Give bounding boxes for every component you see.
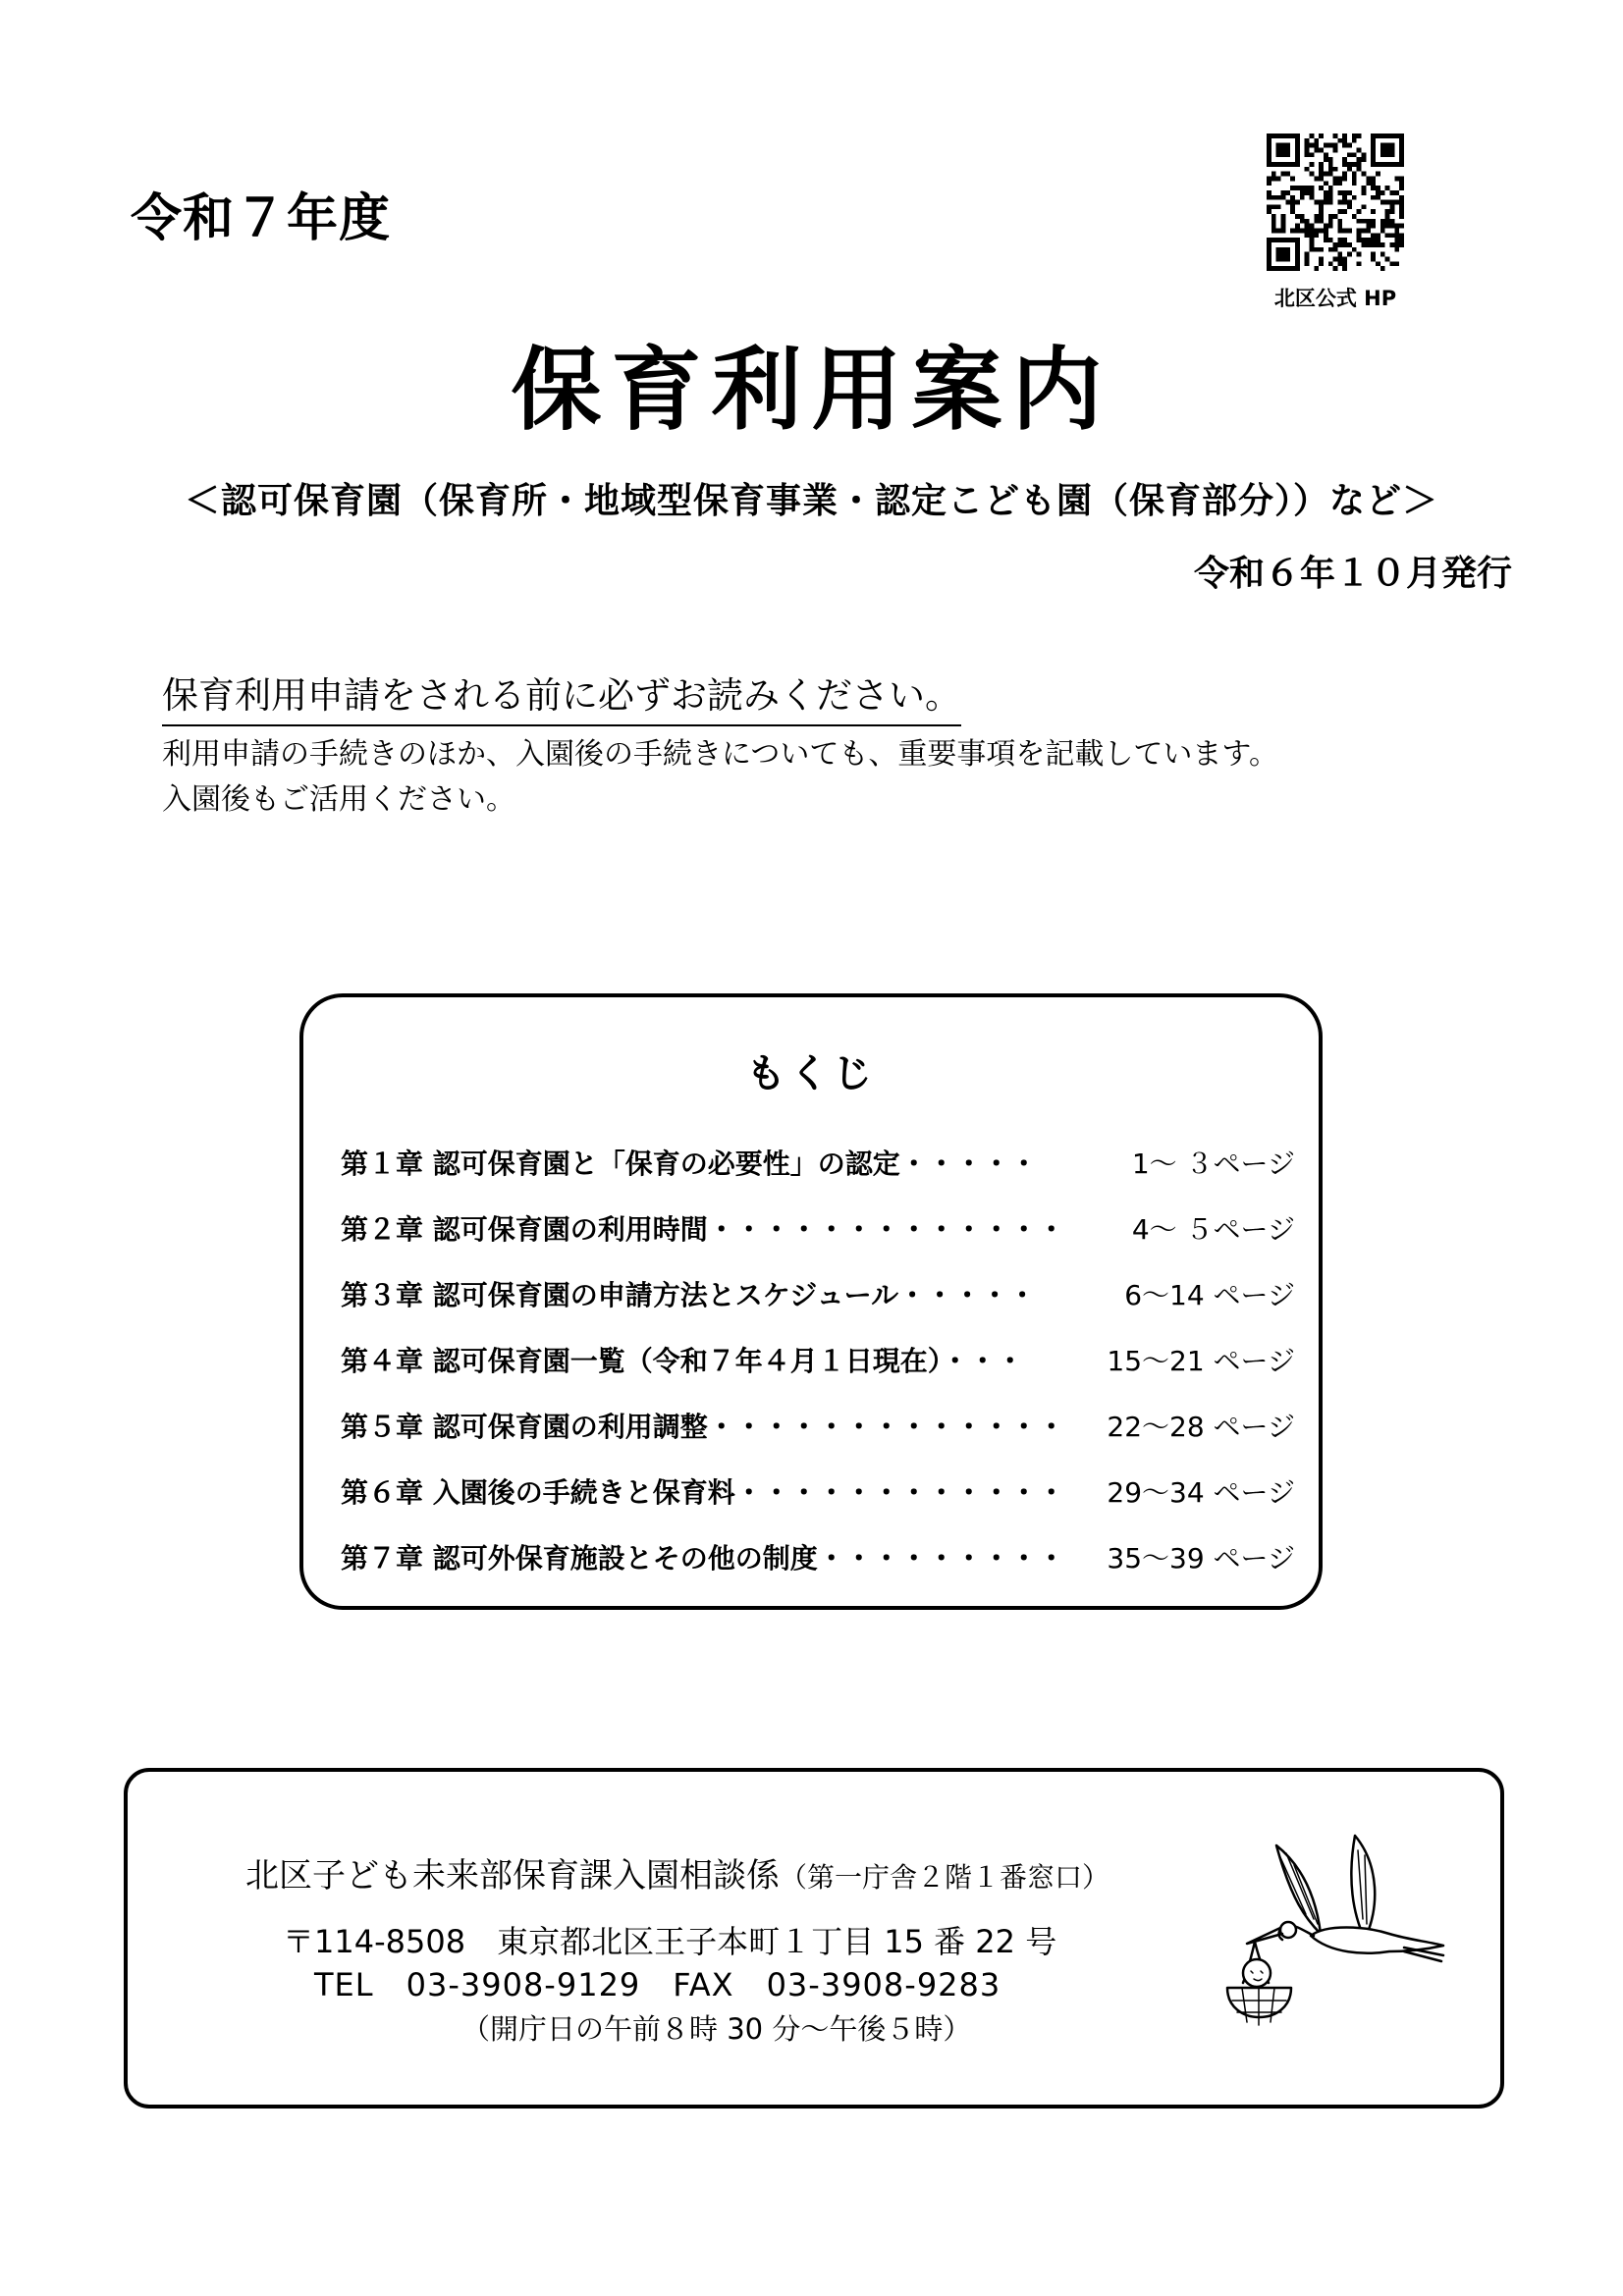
toc-chapter-title: 認可保育園一覧（令和７年４月１日現在） (432, 1345, 942, 1377)
contact-phone-fax[interactable]: TEL 03-3908-9129 FAX 03-3908-9283 (314, 1966, 1001, 2003)
toc-pages: 1～ ３ページ (1131, 1148, 1295, 1180)
toc-leader-dots: ・・・・・・・・・・・・ (734, 1476, 1065, 1509)
page-subtitle: ＜認可保育園（保育所・地域型保育事業・認定こども園（保育部分））など＞ (184, 481, 1438, 521)
contact-info-box (124, 1768, 1504, 2109)
toc-chapter-title: 認可外保育施設とその他の制度 (432, 1542, 818, 1575)
toc-chapter: 第７章 (341, 1542, 424, 1575)
issue-date: 令和６年１０月発行 (1193, 554, 1512, 594)
toc-chapter: 第６章 (341, 1476, 424, 1509)
toc-item[interactable] (341, 1332, 1303, 1381)
toc-pages: 29～34 ページ (1107, 1476, 1295, 1509)
stork-illustration-icon (1208, 1826, 1453, 2052)
page-title: 保育利用案内 (511, 338, 1112, 443)
toc-title: もくじ (746, 1051, 876, 1096)
toc-chapter: 第１章 (341, 1148, 424, 1180)
toc-item[interactable] (341, 1201, 1303, 1250)
toc-pages: 6～14 ページ (1124, 1279, 1295, 1311)
toc-leader-dots: ・・・ (941, 1345, 1024, 1377)
toc-chapter: 第２章 (341, 1213, 424, 1246)
toc-chapter-title: 認可保育園の利用時間 (432, 1213, 708, 1246)
office-room: （第一庁舎２階１番窓口） (780, 1861, 1110, 1894)
office-name: 北区子ども未来部保育課入園相談係 (245, 1856, 780, 1896)
toc-item[interactable] (341, 1529, 1303, 1578)
toc-item[interactable] (341, 1266, 1303, 1315)
office-hours: （開庁日の午前８時 30 分～午後５時） (461, 2012, 972, 2046)
toc-pages: 22～28 ページ (1107, 1411, 1295, 1443)
contact-address: 〒114-8508 東京都北区王子本町１丁目 15 番 22 号 (283, 1923, 1057, 1960)
intro-line-2: 入園後もご活用ください。 (162, 782, 515, 817)
toc-leader-dots: ・・・・・ (898, 1279, 1037, 1311)
intro-line-1: 利用申請の手続きのほか、入園後の手続きについても、重要事項を記載しています。 (162, 737, 1278, 772)
toc-item[interactable] (341, 1398, 1303, 1447)
toc-chapter-title: 認可保育園の申請方法とスケジュール (432, 1279, 899, 1311)
toc-chapter-title: 認可保育園の利用調整 (432, 1411, 708, 1443)
toc-chapter: 第３章 (341, 1279, 424, 1311)
toc-pages: 4～ ５ページ (1131, 1213, 1295, 1246)
reading-notice: 保育利用申請をされる前に必ずお読みください。 (162, 666, 961, 726)
qr-code-icon[interactable] (1267, 133, 1404, 271)
toc-chapter-title: 入園後の手続きと保育料 (432, 1476, 735, 1509)
toc-leader-dots: ・・・・・ (899, 1148, 1038, 1180)
toc-leader-dots: ・・・・・・・・・ (817, 1542, 1065, 1575)
qr-code-block[interactable] (1267, 133, 1414, 310)
table-of-contents (299, 993, 1323, 1610)
fiscal-year: 令和７年度 (131, 189, 392, 248)
toc-pages: 35～39 ページ (1107, 1542, 1295, 1575)
toc-leader-dots: ・・・・・・・・・・・・・ (707, 1411, 1065, 1443)
intro-description (162, 732, 1278, 823)
toc-chapter-title: 認可保育園と「保育の必要性」の認定 (432, 1148, 900, 1180)
toc-item[interactable] (341, 1464, 1303, 1513)
toc-leader-dots: ・・・・・・・・・・・・・ (707, 1213, 1065, 1246)
toc-item[interactable] (341, 1135, 1303, 1184)
qr-label: 北区公式 HP (1273, 287, 1397, 310)
contact-office (245, 1848, 1109, 1896)
toc-chapter: 第４章 (341, 1345, 424, 1377)
toc-chapter: 第５章 (341, 1411, 424, 1443)
toc-pages: 15～21 ページ (1107, 1345, 1295, 1377)
